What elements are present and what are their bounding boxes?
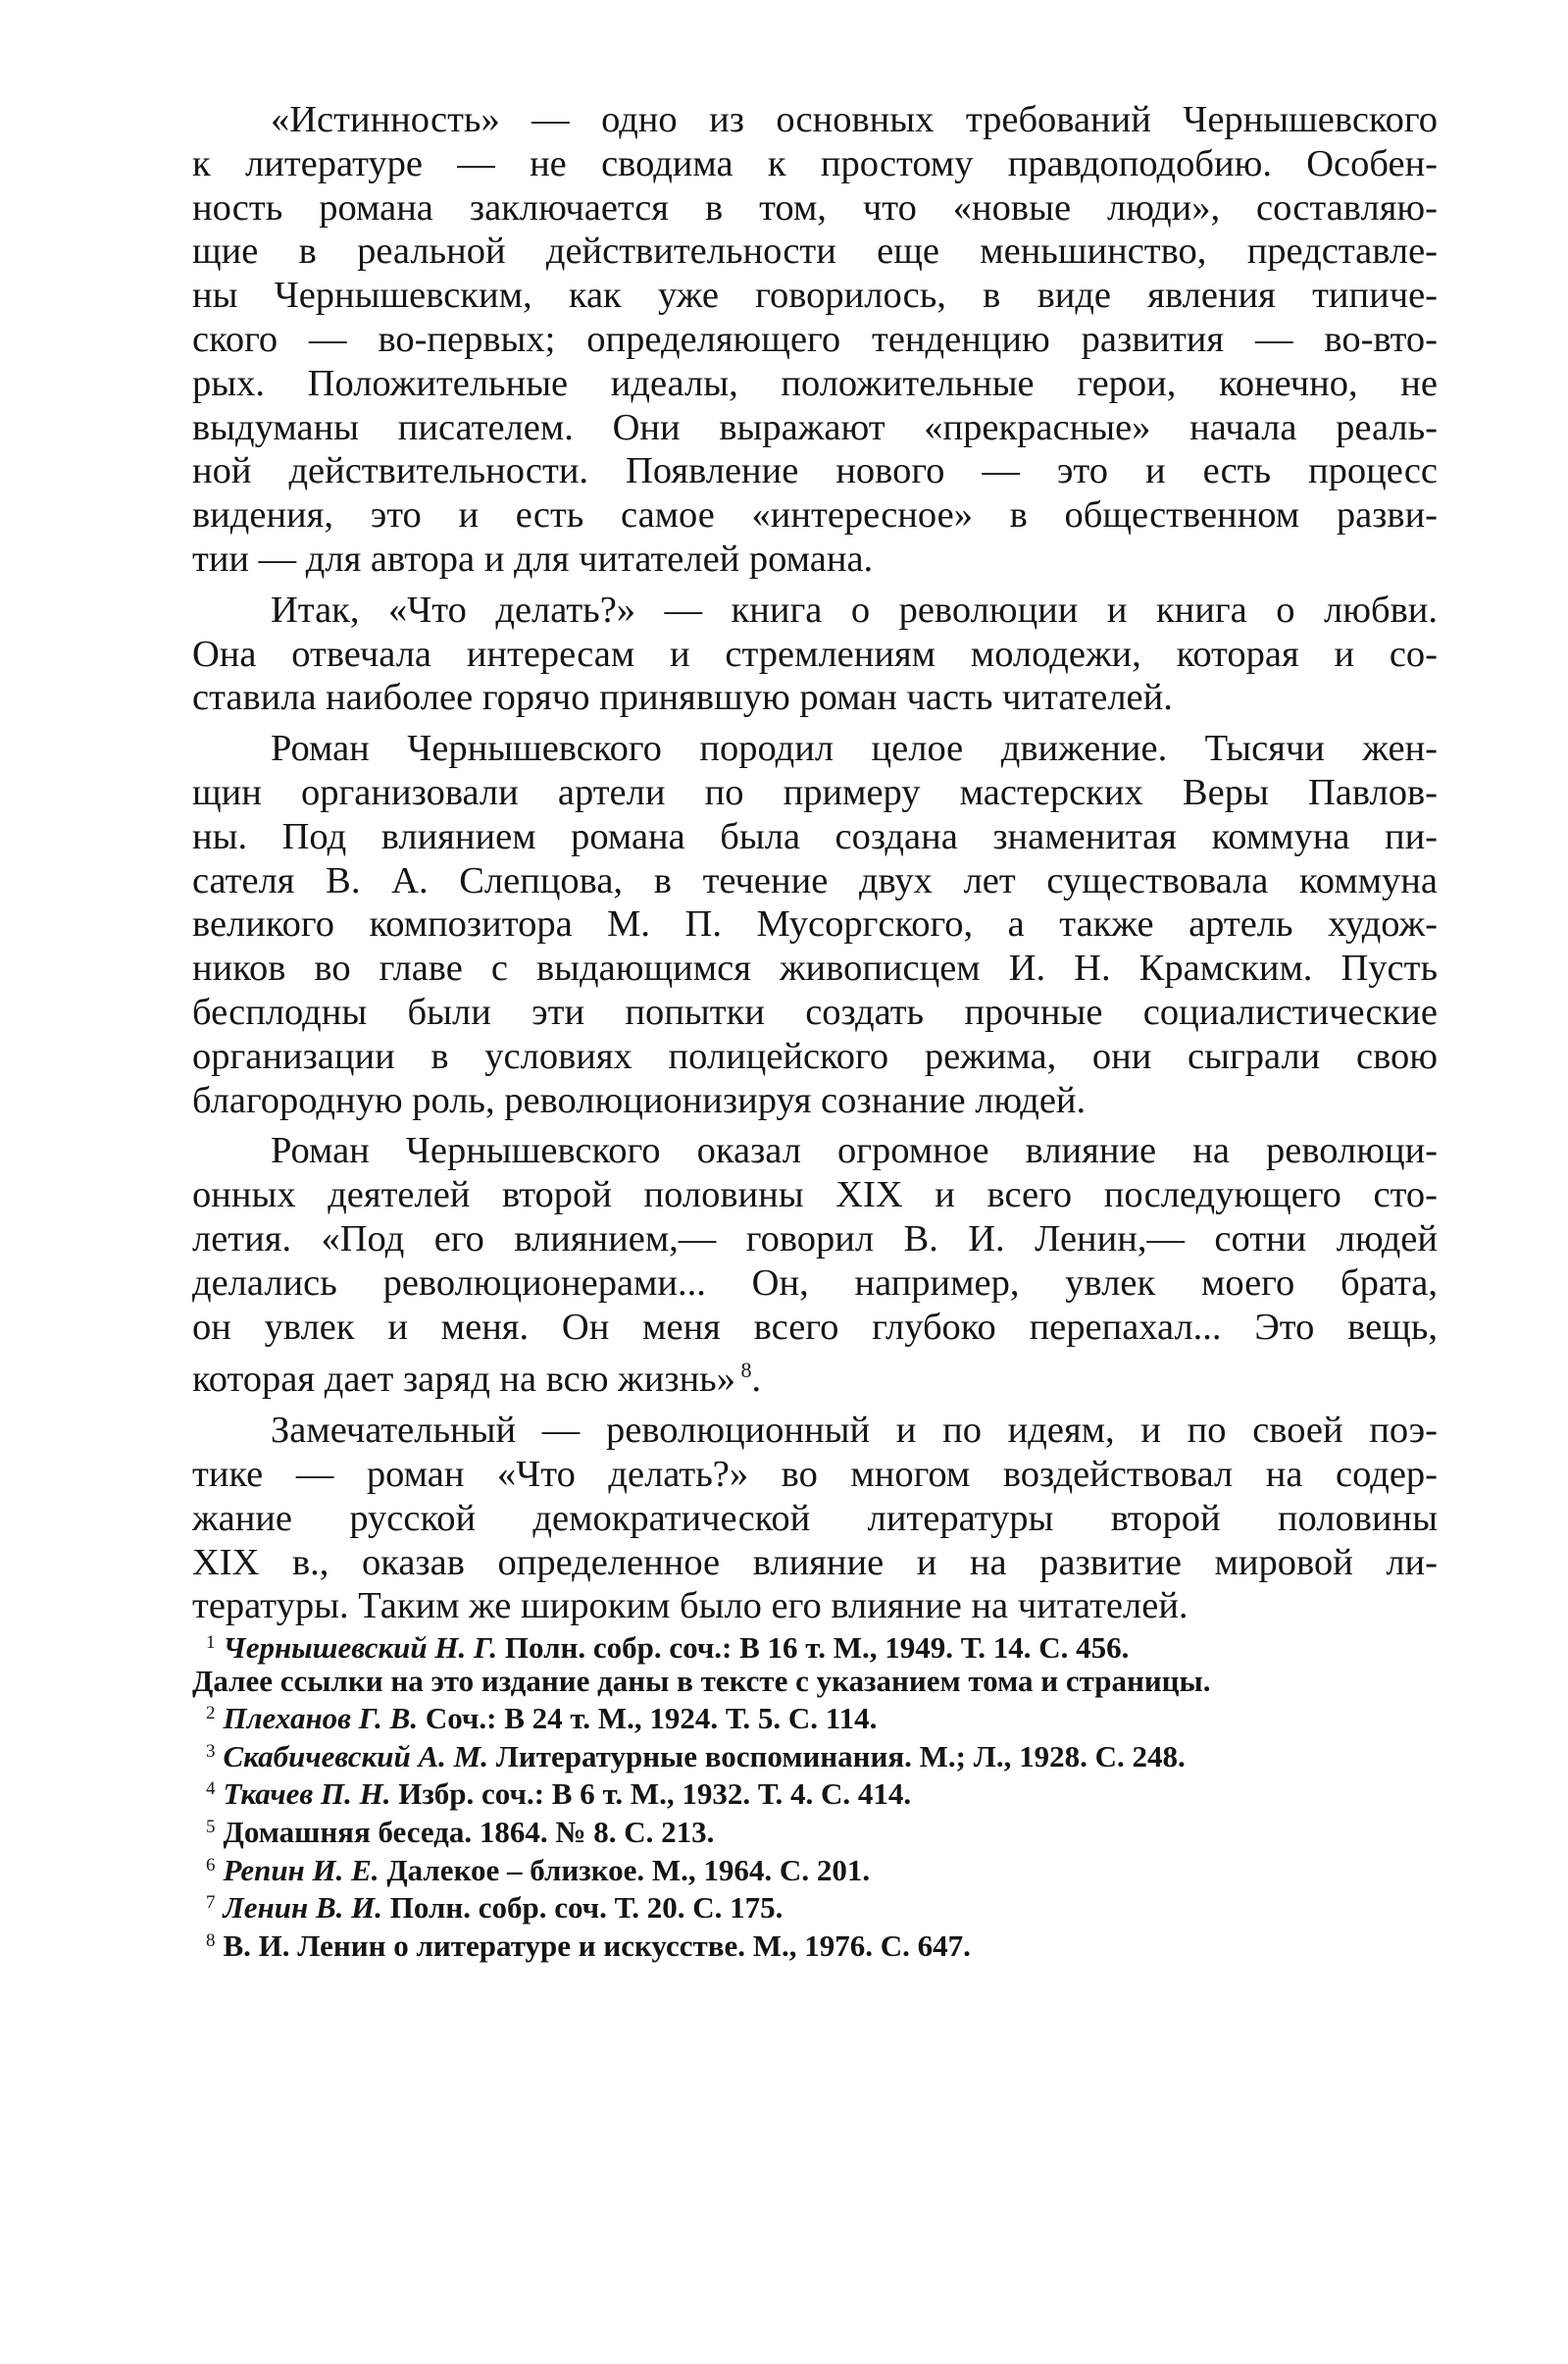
text-line: видения, это и есть самое «интересное» в общественном разви- [192,494,1438,537]
footnote [192,1665,1438,1698]
footnote-text: Полн. собр. соч. Т. 20. С. 175. [389,1890,784,1926]
footnote-text: Полн. собр. соч.: В 16 т. М., 1949. Т. 14. С. 456. [504,1630,1130,1665]
text-line: жание русской демократической литературы второй половины [192,1497,1438,1539]
footnote [192,1697,1438,1735]
text-line: великого композитора М. П. Мусоргского, а также артель худож- [192,903,1438,946]
text-line: рых. Положительные идеалы, положительные герои, конечно, не [192,362,1438,404]
footnote-text: Далее ссылки на это издание даны в тексте с указанием тома и страницы. [192,1663,1211,1698]
text-line: «Истинность» — одно из основных требований Чернышевского [271,99,1438,140]
paragraph [192,727,1438,1122]
text-line: ность романа заключается в том, что «новые люди», составляю- [192,186,1438,229]
text-line: организации в условиях полицейского режима, они сыграли свою [192,1035,1438,1077]
footnote-author: Плеханов Г. В. [223,1701,419,1736]
footnote-author: Скабичевский А. М. [223,1738,488,1773]
text-line: тии — для автора и для читателей романа. [192,538,874,580]
text-line: Роман Чернышевского породил целое движение. Тысячи жен- [271,728,1438,770]
footnote [192,1626,1438,1665]
text-line: благородную роль, революционизируя сознание людей. [192,1079,1087,1121]
text-line: выдуманы писателем. Они выражают «прекрасные» начала реаль- [192,406,1438,448]
footnote-number: 8 [206,1929,216,1951]
text-line: ны. Под влиянием романа была создана знаменитая коммуна пи- [192,815,1438,857]
paragraph [192,1409,1438,1628]
text-line: XIX в., оказав определенное влияние и на развитие мировой ли- [192,1541,1438,1583]
footnote-text: Соч.: В 24 т. М., 1924. Т. 5. С. 114. [425,1701,878,1736]
footnote-number: 7 [206,1892,216,1914]
paragraph [192,589,1438,720]
footnotes [192,1626,1438,1962]
text-line: ставила наиболее горячо принявшую роман часть читателей. [192,677,1173,719]
footnote-number: 1 [206,1632,216,1653]
text-line: щин организовали артели по примеру мастерских Веры Павлов- [192,771,1438,813]
text-line: летия. «Под его влиянием,— говорил В. И. Ленин,— сотни людей [192,1217,1438,1259]
main-text [192,98,1438,1635]
footnote-number: 6 [206,1854,216,1876]
paragraph [192,1129,1438,1402]
text-line: сателя В. А. Слепцова, в течение двух лет существовала коммуна [192,859,1438,901]
footnote-number: 2 [206,1703,216,1724]
footnote [192,1811,1438,1849]
footnote [192,1925,1438,1963]
text-line: Итак, «Что делать?» — книга о революции и книга о любви. [271,589,1438,631]
footnote-text: В. И. Ленин о литературе и искусстве. М., 1976. С. 647. [223,1927,971,1963]
text-line: тературы. Таким же широким было его влияние на читателей. [192,1585,1189,1627]
text-line: ны Чернышевским, как уже говорилось, в виде явления типиче- [192,275,1438,317]
footnote-text: Литературные воспоминания. М.; Л., 1928. С. 248. [495,1738,1186,1773]
text-line: онных деятелей второй половины XIX и всего последующего сто- [192,1174,1438,1216]
text-line: делались революционерами... Он, например, увлек моего брата, [192,1261,1438,1304]
text-line: он увлек и меня. Он меня всего глубоко перепахал... Это вещь, [192,1306,1438,1348]
footnote-author: Ткачев П. Н. [223,1776,391,1812]
text-line: ского — во-первых; определяющего тенденцию развития — во-вто- [192,318,1438,360]
text-line: которая дает заряд на всю жизнь» $^8$. [192,1358,762,1401]
footnote-author: Репин И. Е. [223,1852,379,1887]
text-line: щие в реальной действительности еще меньшинство, представле- [192,231,1438,273]
paragraph [192,98,1438,582]
footnote-ref: 8 [734,1358,752,1383]
text-line: ников во главе с выдающимся живописцем И. Н. Крамским. Пусть [192,948,1438,990]
text-line: к литературе — не сводима к простому правдоподобию. Особен- [192,142,1438,184]
footnote-text: Избр. соч.: В 6 т. М., 1932. Т. 4. С. 414. [398,1776,912,1812]
text-line: Замечательный — революционный и по идеям, и по своей поэ- [271,1410,1438,1452]
footnote-number: 3 [206,1740,216,1762]
footnote-number: 5 [206,1816,216,1837]
text-line: тике — роман «Что делать?» во многом воздействовал на содер- [192,1453,1438,1495]
footnote [192,1849,1438,1887]
text-line: бесплодны были эти попытки создать прочные социалистические [192,991,1438,1033]
text-line: ной действительности. Появление нового — это и есть процесс [192,450,1438,492]
footnote [192,1886,1438,1925]
text-line: Она отвечала интересам и стремлениям молодежи, которая и со- [192,633,1438,675]
text-line: Роман Чернышевского оказал огромное влияние на революци- [271,1130,1438,1172]
footnote-number: 4 [206,1778,216,1800]
footnote-text: Домашняя беседа. 1864. № 8. С. 213. [223,1814,715,1849]
footnote [192,1735,1438,1773]
footnote-text: Далекое – близкое. М., 1964. С. 201. [386,1852,871,1887]
footnote [192,1773,1438,1811]
footnote-author: Чернышевский Н. Г. [223,1630,498,1665]
footnote-author: Ленин В. И. [223,1890,382,1926]
